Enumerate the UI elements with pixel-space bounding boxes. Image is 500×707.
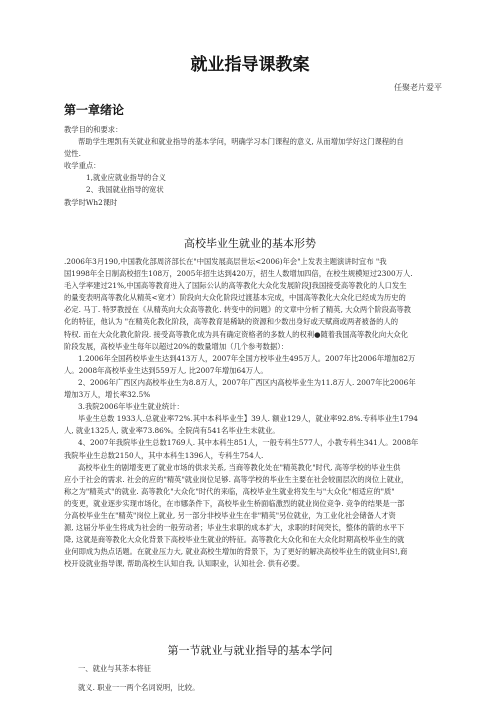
text-line: 分高校毕业生在"精英"岗位上就业, 另一部分非校毕业生在非"精英"另位就业，为工业化社会储备人才资	[64, 510, 396, 520]
text-line: 3.我院2006年毕业生就业统计：	[78, 402, 184, 412]
text-line: 1.2006年全国药校毕业生达到413万人，2007年全国方校毕业生495万人。2007年比2006年增加82万	[78, 353, 416, 363]
text-line: 业何即成为热点话题。在就业压力大, 就业高校生增加的背景下，为了更好的解决高校毕业生的就业问S!,商	[64, 547, 408, 557]
text-line: 4、2007年我院毕业生总数1769人. 其中本科生851人，一般专科生577人，小教专科生341人。2008年	[78, 438, 419, 448]
text-line: 2、我国就业指导的宽状	[86, 185, 164, 195]
text-line: 毕业生总数 1933人.总就业率72%.其中本科毕业生】39人. 额业129人，就业率92.8%.专科毕业生1794	[78, 414, 418, 424]
text-line: 我院毕业生总数2150人，其中本科生1396人，专科生754人.	[64, 450, 264, 460]
text-line: 称之为"精英式"的就业. 高等教化"大众化"时代的来临，高校毕业生就业将发生与"大众化"相适应的"质"	[64, 486, 395, 496]
text-line: 增加3万人，增长率32.5%	[64, 390, 151, 400]
text-line: 毛入学率建过21%,中国高等教育进入了国际公认的高等教化大众化发展阶段J我国接受高等教化的人口发生	[64, 281, 407, 291]
text-line: 的变更，就业逐步实现市场化，在市娜条件下，高校毕业生桥面临激烈的就业岗位竞争. 竞争的结果是一部	[64, 498, 405, 508]
text-line: 降, 这就是商等教化大众化背景下高校毕业生就业的特征。高等教化大众化和在大众化时期高校毕业生的就	[64, 535, 405, 545]
text-line: 的量变表明高等教化从精英<宽才）阶段向大众化阶段过渡基本完成，中国高等教化大众化已经成为历史的	[64, 293, 406, 303]
text-line: 应小于社会的需求. 社会的应的"精英"就业岗位足够. 高等学校的毕业生主要在社会较面层次的岗位上就业，	[64, 474, 409, 484]
text-line: 化的特征，他认为 "在精英化教化阶段，高等教育是稀缺的资源和少数出身好或天赋商或两者被备的人的	[64, 317, 399, 327]
section-heading: 第一节就业与就业指导的基本学问	[167, 644, 333, 657]
text-line: 觉性.	[64, 149, 81, 159]
text-line: 2、2006年广西区内高校毕业生为8.8万人，2007年广西区内高校毕业生为11.8万人. 2007年比2006年	[78, 377, 416, 387]
text-line: 特权. 而在大众化教化阶段. 接受高等教化成为具有确定资格者的多数人的权利●随着我国高等教化向大众化	[64, 329, 409, 339]
text-line: 人。2008年高校毕业生达到559万人, 比2007年增加64万人。	[64, 365, 268, 375]
text-line: 阶段发展，高校毕业生每年以超过20%的数量增加（几个参考数据）：	[64, 341, 289, 351]
body-text-block	[64, 256, 442, 570]
document-title: 就业指导课教案	[190, 55, 310, 75]
text-line: 必定. 马丁. 特罗教授在《从精英向大众高等教化. 转变中的问题》的文章中分析了精英, 大众两个阶段高等教	[64, 305, 411, 315]
text-line: 人, 就业1325人, 就业率73.86%。全院尚有541名毕业生未就业。	[64, 426, 280, 436]
text-line: .2006年3月190,中国教化部周济部长在"中国发展高层世坛<2006)年会"上发表主题演讲时宜布 "我	[64, 257, 387, 266]
text-line: 帮助学生理凯有关就业和就业指导的基本学问，明确学习本门课程的意义, 从而增加学好这门课程的自	[78, 137, 404, 147]
text-line: 就义. 职业一一两个名词说明，比较。	[78, 683, 200, 692]
text-line: 教学目的和要求：	[64, 125, 123, 134]
text-line: 校开设就业指导课, 帮助高校生认知自我, 认知职业，认知社会. 供有必要。	[64, 559, 305, 569]
text-line: 源, 这届分毕业生将成为社会的一般劳动者；毕业生求职的成本扩大，求职的时间突长，整体的箭的水平下	[64, 523, 405, 533]
text-line: 国1998年全日制高校招生108万，2005年招生达到420万，招生人数增加四倍，在校生规模短过2300万人.	[64, 269, 413, 279]
section-heading: 高校毕业生就业的基本形势	[184, 237, 316, 250]
subsection-heading: 一、就业与其茶本将征	[78, 664, 151, 673]
text-line: 1,就业应就业指导的合义	[86, 173, 166, 183]
chapter-heading: 第一章绪论	[64, 103, 125, 117]
teaching-goals-block	[64, 124, 442, 209]
text-line: 收学重点：	[64, 161, 101, 171]
author-line: 任聚老片爱平	[394, 83, 442, 92]
text-line: 高校毕业生的剧增变更了就业市场的供求关系, 当商等教化处在"精英教化"时代, 高等学校的毕业生供	[78, 462, 401, 472]
text-line: 教学时Wh2课时	[64, 197, 118, 207]
